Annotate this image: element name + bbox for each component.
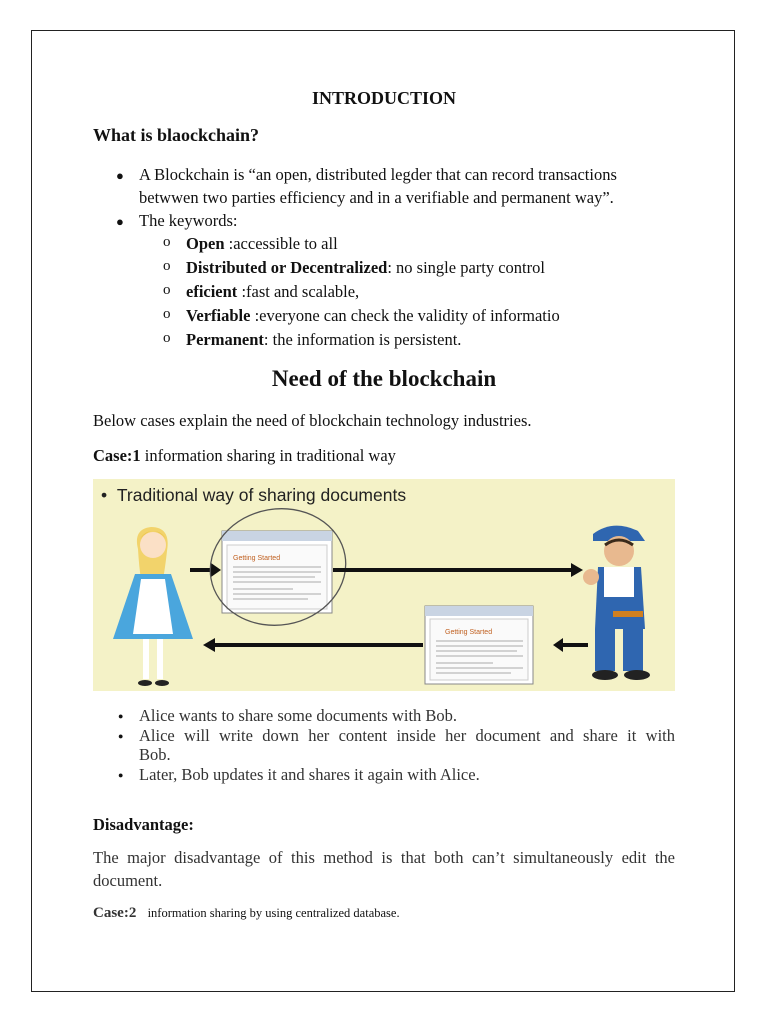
alice-point-2-line-1: Alice will write down her content inside her document and share it with — [139, 726, 675, 745]
bullet-dot: ● — [116, 214, 124, 229]
keywords-label: The keywords: — [139, 211, 238, 230]
case2-text: information sharing by using centralized database. — [147, 906, 400, 920]
sub-bullet-circle: o — [163, 330, 171, 346]
keyword-term: Distributed or Decentralized — [186, 258, 388, 277]
traditional-sharing-figure — [93, 479, 675, 691]
need-heading: Need of the blockchain — [271, 366, 497, 391]
bullet-dot: ● — [118, 770, 124, 780]
alice-point-1: Alice wants to share some documents with Bob. — [139, 706, 458, 725]
bullet-dot: ● — [116, 168, 124, 183]
disadvantage-heading: Disadvantage: — [93, 815, 194, 834]
what-is-blockchain-heading: What is blaockchain? — [93, 125, 260, 145]
figure-title-text: Traditional way of sharing documents — [116, 485, 407, 505]
case1-text: information sharing in traditional way — [140, 446, 396, 465]
keyword-term: Permanent — [186, 330, 264, 349]
alice-illustration — [113, 527, 193, 686]
definition-line-2: betwwen two parties efficiency and in a verifiable and permanent way”. — [139, 188, 614, 207]
keyword-term: Verfiable — [186, 306, 251, 325]
disadvantage-line-2: document. — [93, 871, 163, 890]
doc-title: Getting Started — [445, 629, 493, 636]
need-intro-text: Below cases explain the need of blockchain technology industries. — [93, 411, 532, 430]
case1-line — [93, 444, 396, 467]
keyword-desc: :accessible to all — [224, 234, 338, 253]
introduction-heading: INTRODUCTION — [311, 88, 457, 108]
figure-illustration — [93, 479, 675, 691]
alice-point-2-line-2: Bob. — [139, 745, 171, 764]
doc-title: Getting Started — [233, 555, 281, 562]
document-window-2 — [425, 606, 533, 684]
case2-label: Case:2 — [93, 905, 137, 921]
keyword-term: eficient — [186, 282, 238, 301]
sub-bullet-circle: o — [163, 258, 171, 274]
document-window-1 — [222, 531, 332, 613]
keyword-term: Open — [186, 234, 225, 253]
alice-point-3: Later, Bob updates it and shares it again with Alice. — [139, 765, 480, 784]
keyword-item — [186, 256, 545, 279]
bullet-dot: ● — [118, 731, 124, 741]
keyword-desc: :fast and scalable, — [237, 282, 360, 301]
sub-bullet-circle: o — [163, 234, 171, 250]
figure-title: • Traditional way of sharing documents — [101, 485, 407, 505]
keyword-item — [186, 232, 338, 255]
keyword-desc: :everyone can check the validity of informatio — [250, 306, 560, 325]
bob-illustration — [583, 526, 650, 680]
keyword-item — [186, 328, 461, 351]
sub-bullet-circle: o — [163, 282, 171, 298]
disadvantage-line-1: The major disadvantage of this method is that both can’t simultaneously edit the — [93, 848, 675, 867]
sub-bullet-circle: o — [163, 306, 171, 322]
case2-line — [93, 905, 400, 922]
keyword-desc: : no single party control — [387, 258, 545, 277]
case1-label: Case:1 — [93, 446, 141, 465]
bullet-dot: ● — [118, 711, 124, 721]
keyword-item — [186, 304, 560, 327]
definition-line-1: A Blockchain is “an open, distributed legder that can record transactions — [139, 165, 617, 184]
keyword-desc: : the information is persistent. — [263, 330, 462, 349]
keyword-item — [186, 280, 359, 303]
